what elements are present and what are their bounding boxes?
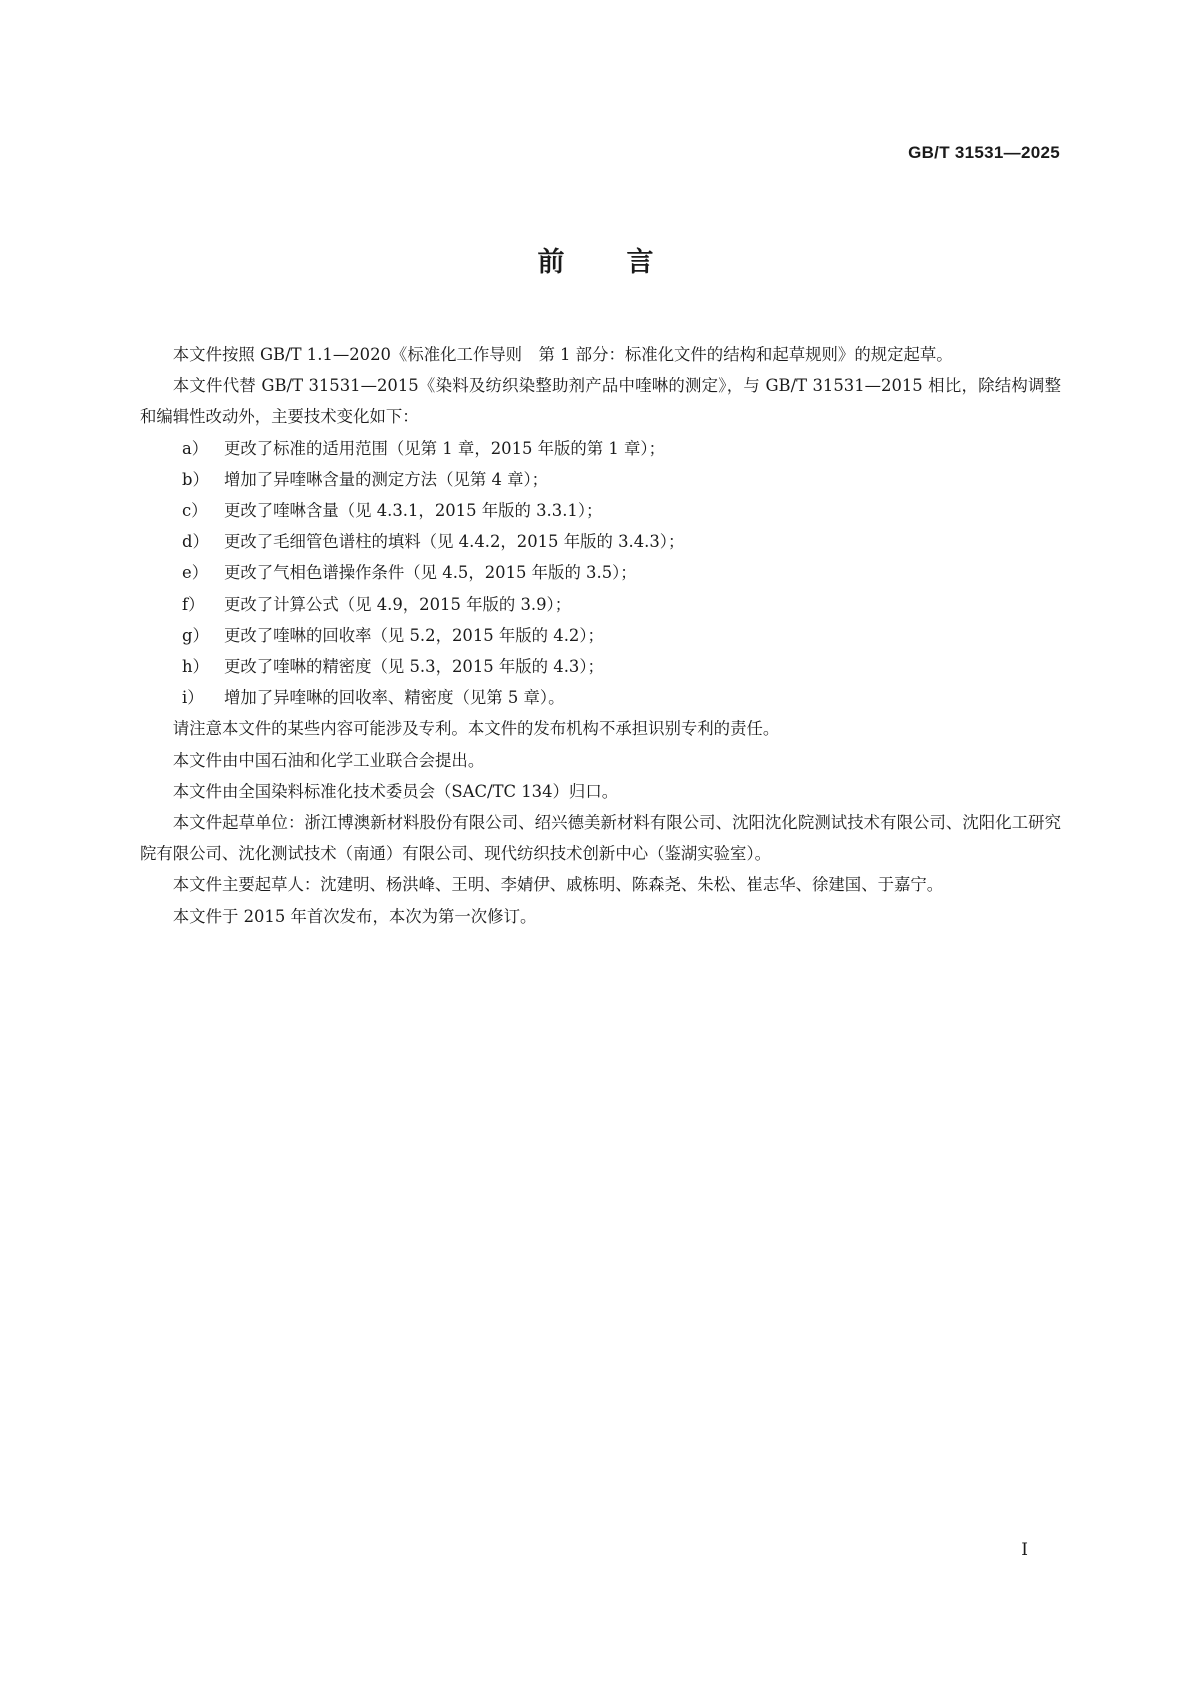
list-marker: f） [182, 594, 205, 614]
list-marker: e） [182, 563, 209, 583]
paragraph-history: 本文件于 2015 年首次发布，本次为第一次修订。 [172, 906, 537, 926]
list-item [140, 464, 1061, 495]
paragraph-proposer: 本文件由中国石油和化学工业联合会提出。 [172, 750, 485, 770]
list-item-text: 更改了标准的适用范围（见第 1 章，2015 年版的第 1 章）； [224, 438, 666, 458]
paragraph-patent-notice: 请注意本文件的某些内容可能涉及专利。本文件的发布机构不承担识别专利的责任。 [172, 719, 780, 739]
foreword-body [140, 339, 1061, 932]
paragraph-drafting-rules: 本文件按照 GB/T 1.1—2020《标准化工作导则 第 1 部分：标准化文件的结构和起草规则》的规定起草。 [172, 345, 953, 364]
list-item [140, 526, 1061, 557]
list-item-text: 更改了计算公式（见 4.9，2015 年版的 3.9）； [224, 594, 572, 614]
list-marker: g） [182, 625, 209, 645]
list-item-text: 更改了喹啉的回收率（见 5.2，2015 年版的 4.2）； [224, 625, 604, 645]
list-item-text: 更改了喹啉含量（见 4.3.1，2015 年版的 3.3.1）； [224, 501, 603, 521]
list-item-text: 更改了毛细管色谱柱的填料（见 4.4.2，2015 年版的 3.4.3）； [224, 532, 685, 552]
standard-number: GB/T 31531—2025 [908, 143, 1060, 162]
page-number: I [1021, 1540, 1028, 1560]
list-item-text: 增加了异喹啉的回收率、精密度（见第 5 章）。 [224, 688, 565, 708]
list-marker: a） [182, 438, 209, 458]
list-marker: d） [182, 532, 209, 552]
list-item [140, 682, 1061, 713]
list-item-text: 更改了喹啉的精密度（见 5.3，2015 年版的 4.3）； [224, 657, 604, 677]
list-item [140, 495, 1061, 526]
page-title: 前言 [537, 247, 716, 278]
list-item-text: 更改了气相色谱操作条件（见 4.5，2015 年版的 3.5）； [224, 563, 637, 583]
paragraph-drafting-units: 本文件起草单位：浙江博澳新材料股份有限公司、绍兴德美新材料有限公司、沈阳沈化院测试技术有限公司、沈阳化工研究院有限公司、沈化测试技术（南通）有限公司、现代纺织技术创新中心（鉴湖实验室）。 [140, 813, 1061, 864]
list-item [140, 557, 1061, 588]
list-item-text: 增加了异喹啉含量的测定方法（见第 4 章）； [224, 469, 549, 489]
list-marker: h） [182, 657, 209, 677]
list-marker: c） [182, 501, 208, 521]
paragraph-replacement: 本文件代替 GB/T 31531—2015《染料及纺织染整助剂产品中喹啉的测定》，与 GB/T 31531—2015 相比，除结构调整和编辑性改动外，主要技术变化如下： [140, 376, 1061, 427]
list-marker: i） [182, 688, 204, 708]
list-item [140, 433, 1061, 464]
list-item [140, 651, 1061, 682]
list-item [140, 589, 1061, 620]
list-marker: b） [182, 469, 209, 489]
paragraph-committee: 本文件由全国染料标准化技术委员会（SAC/TC 134）归口。 [172, 781, 619, 801]
paragraph-drafters: 本文件主要起草人：沈建明、杨洪峰、王明、李婧伊、戚栋明、陈森尧、朱松、崔志华、徐建国、于嘉宁。 [172, 875, 944, 895]
list-item [140, 620, 1061, 651]
changes-list [140, 433, 1061, 714]
